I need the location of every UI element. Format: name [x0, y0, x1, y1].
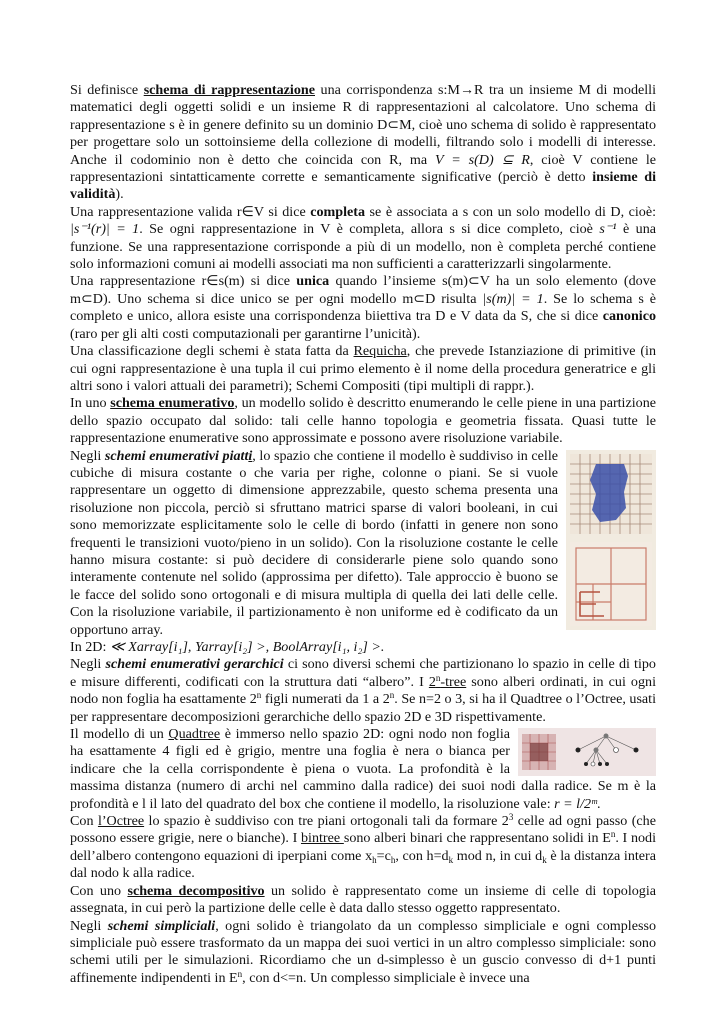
link-bintree[interactable]: bintree [300, 830, 344, 847]
link-octree[interactable]: l’Octree [97, 813, 145, 830]
link-2n-tree[interactable]: 2$^n$-tree [428, 672, 467, 690]
paragraph-2d-array: In 2D: ≪ Xarray[i₁], Yarray[i₂] >, BoolArray[i₁, i₂] >. [70, 639, 385, 655]
term-canonico: canonico [602, 308, 656, 325]
paragraph-uniqueness: Una rappresentazione r∈s(m) si dice unica quando l’insieme s(m)⊂V ha un solo elemento (dove m⊂D). Uno schema si dice unico se per ogni modello m⊂D risulta |s(m)| = 1. Se lo schema s è completo e unico, allora esiste una corrispondenza biiettiva tra D e V data da S, che si dice canonico (raro per gli alti costi computazionali per garantirne l’unicità). [70, 273, 657, 342]
paragraph-simplicial: Negli schemi simpliciali, ogni solido è triangolato da un complesso simpliciale e ogni complesso simpliciale può essere trasformato da un mappa dei suoi vertici in un altro complesso simpliciale: sono schemi utili per le simulazioni. Ricordiamo che un d-simplesso è un guscio convesso di d+1 punti affinemente indipendenti in $E^n$, con d<=n. Un complesso simpliciale è invece una [70, 917, 656, 986]
link-quadtree[interactable]: Quadtree [168, 726, 221, 743]
voxel-grid-figure [566, 450, 656, 630]
formula-inverse: s⁻¹ [599, 221, 617, 238]
formula-validity-set: V = s(D) ⊆ R [435, 151, 530, 168]
paragraph-enumerative-scheme: In uno schema enumerativo, un modello solido è descritto enumerando le celle piene in una partizione dello spazio occupato dal solido: tali celle hanno topologia e geometria fissata. Quasi tutte le rappresentazione enumerative sono approssimate e possono avere risoluzione variabile. [70, 395, 656, 447]
paragraph-quadtree: Il modello di un Quadtree è immerso nello spazio 2D: ogni nodo non foglia ha esattamente 4 figli ed è grigio, mentre una foglia è nera o bianca per indicare che la cella corrispondente è piena o vuota. La profondità è la massima distanza (numero di archi nel cammino dalla radice) dei suoi nodi dalla radice. Se m è la profondità e l il lato del quadrato del box che contiene il modello, la risoluzione vale: r = l/2ᵐ. [70, 726, 656, 812]
paragraph-completeness: Una rappresentazione valida r∈V si dice completa se è associata a s con un solo modello di D, cioè: |s⁻¹(r)| = 1. Se ogni rappresentazione in V è completa, allora s si dice completo, cioè s⁻¹ è una funzione. Se una rappresentazione corrisponde a più di un modello, non è completa perché contiene solo informazioni comuni ai modelli associati ma non sufficienti a caratterizzarli singolarmente. [70, 203, 657, 273]
paragraph-classification: Una classificazione degli schemi è stata fatta da Requicha, che prevede Istanziazione di primitive (in cui ogni rappresentazione è una tupla il cui primo elemento è il nome della procedura generatrice e gli altri sono i valori attuali dei parametri); Schemi Compositi (tipi multipli di rappr.). [70, 343, 656, 394]
term-completa: completa [310, 203, 366, 220]
paragraph-octree: Con l’Octree lo spazio è suddiviso con tre piani ortogonali tali da formare $2^3$ celle ad ogni passo (che possono essere grigie, nere o bianche). I bintree sono alberi binari che rappresentano solidi in $E^n$. I nodi dell’albero contengono equazioni di iperpiani come $x_h=c_h$, con $h=d_k$ mod n, in cui $d_k$ è la distanza intera dal nodo k alla radice. [70, 812, 657, 882]
paragraph-schema-definition: Si definisce schema di rappresentazione una corrispondenza s:M→R tra un insieme M di modelli matematici degli oggetti solidi e un insieme R di rappresentazioni al calcolatore. Uno schema di rappresentazione s è in genere definito su un dominio D⊂M, cioè uno schema di solido è rappresentato per progettare solo un sottoinsieme della collezione di modelli, filtrando solo i modelli di interesse. Anche il codominio non è detto che coincida con R, ma V = s(D) ⊆ R, cioè V contiene le rappresentazioni sintatticamente corrette e semanticamente significative (perciò è detto insieme di validità). [70, 82, 656, 203]
paragraph-hierarchical-enumerative: Negli schemi enumerativi gerarchici ci sono diversi schemi che partizionano lo spazio in celle di tipo e misure differenti, codificati con la struttura dati “albero”. I 2$^n$-tree sono alberi ordinati, in cui ogni nodo non foglia ha esattamente 2$^n$ figli numerati da 1 a 2$^n$. Se n=2 o 3, si ha il Quadtree o l’Octree, usati per rappresentare decomposizioni gerarchiche dello spazio 2D e 3D rispettivamente. [70, 656, 657, 725]
term-insieme-di-validita: insieme di validità [70, 169, 656, 203]
term-schema-enumerativo: schema enumerativo [110, 395, 235, 412]
document-page [70, 82, 656, 987]
quadtree-figure [518, 728, 656, 776]
formula-resolution: r = l/2ᵐ [554, 795, 597, 812]
term-unica: unica [296, 273, 330, 290]
term-schemi-simpliciali: schemi simpliciali [107, 917, 216, 934]
term-schemi-enumerativi-gerarchici: schemi enumerativi gerarchici [105, 656, 284, 673]
paragraph-decompositive: Con uno schema decompositivo un solido è rappresentato come un insieme di celle di topologia assegnata, in cui però la partizione delle celle è data dallo stesso oggetto rappresentato. [70, 882, 656, 917]
paragraph-flat-enumerative: Negli schemi enumerativi piatti, lo spazio che contiene il modello è suddiviso in celle cubiche di misura costante o che varia per righe, colonne o piani. Se si vuole rappresentare un oggetto di dimensione apprezzabile, questo schema presenta una risoluzione non piccola, perciò si sfruttano matrici sparse di valori booleani, in cui sono memorizzate esplicitamente solo le celle di bordo (infatti in genere non sono frequenti le transizioni vuoto/pieno in un solido). Con la risoluzione costante le celle hanno misura costante: si può decidere di considerarle piene solo quando sono interamente contenute nel solido (approssima per difetto). Tale approccio è buono se le facce del solido sono ortogonali e di misura multipla di quella dei lati delle celle. Con la risoluzione variabile, il partizionamento è non uniforme ed è codificato da un opportuno array. [70, 448, 656, 639]
formula-image-cardinality: |s(m)| = 1 [482, 290, 544, 307]
term-schemi-enumerativi-piatti: schemi enumerativi piatt [104, 447, 249, 464]
term-schemi-enumerativi-piatti-end: i [248, 447, 253, 464]
formula-2d-array: ≪ Xarray[i₁], Yarray[i₂] >, BoolArray[i₁, i₂] >. [109, 639, 385, 655]
term-schema-di-rappresentazione: schema di rappresentazione [143, 82, 315, 98]
formula-inverse-cardinality: |s⁻¹(r)| = 1 [70, 221, 140, 238]
link-requicha[interactable]: Requicha [353, 343, 407, 360]
term-schema-decompositivo: schema decompositivo [127, 882, 265, 899]
